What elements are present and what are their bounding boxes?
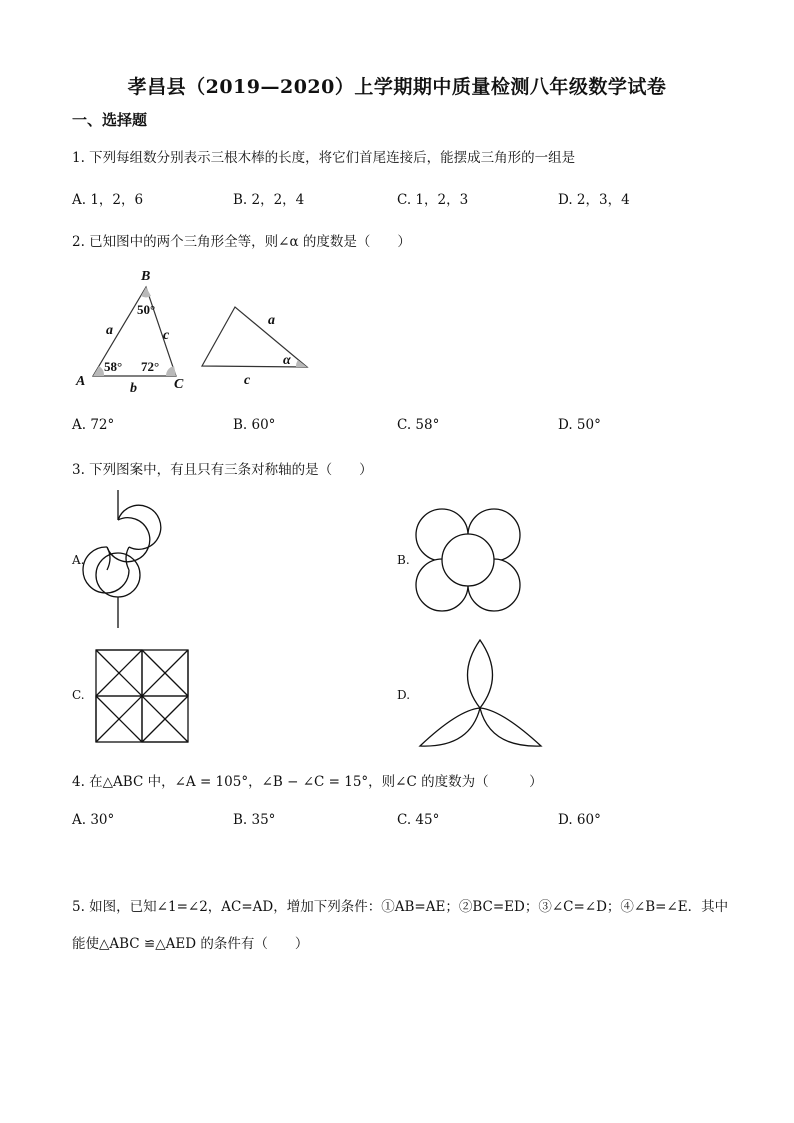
angle-alpha-label: α xyxy=(283,353,291,368)
q3-label-d: D. xyxy=(397,688,411,702)
q3-label-c: C. xyxy=(72,688,85,702)
side-c-label: c xyxy=(163,328,170,343)
side-a-label: a xyxy=(106,323,113,338)
side-b-label: b xyxy=(130,381,137,396)
section-heading: 一、选择题 xyxy=(72,111,148,129)
q4-option-a: A. 30° xyxy=(72,812,115,828)
angle-a-value: 58° xyxy=(104,359,123,374)
question-5-line-2: 能使△ABC ≌△AED 的条件有（ ） xyxy=(72,936,309,952)
question-4-stem: 4. 在△ABC 中，∠A = 105°，∠B − ∠C = 15°，则∠C 的度数为（ ） xyxy=(72,774,543,790)
q4-option-c: C. 45° xyxy=(397,812,440,828)
page-title: 孝昌县（2019—2020）上学期期中质量检测八年级数学试卷 xyxy=(127,76,667,98)
vertex-a-label: A xyxy=(76,374,86,389)
angle-a-mark xyxy=(93,366,104,376)
q1-option-a: A. 1，2，6 xyxy=(72,192,144,208)
q1-option-c: C. 1，2，3 xyxy=(397,192,469,208)
question-5-line-1: 5. 如图，已知∠1=∠2，AC=AD，增加下列条件：①AB=AE；②BC=ED；③∠C=∠D；④∠B=∠E．其中 xyxy=(72,899,729,915)
pattern-d xyxy=(420,640,541,746)
q3-label-b: B. xyxy=(397,553,410,567)
q3-label-a: A. xyxy=(72,553,85,567)
vertex-b-label: B xyxy=(141,269,151,284)
q4-option-d: D. 60° xyxy=(558,812,601,828)
q2-option-c: C. 58° xyxy=(397,417,440,433)
q1-option-b: B. 2，2，4 xyxy=(233,192,305,208)
q2-option-a: A. 72° xyxy=(72,417,115,433)
question-3-stem: 3. 下列图案中，有且只有三条对称轴的是（ ） xyxy=(72,462,373,478)
right-side-c-label: c xyxy=(244,373,251,388)
q2-option-d: D. 50° xyxy=(558,417,601,433)
q4-option-b: B. 35° xyxy=(233,812,276,828)
right-side-a-label: a xyxy=(268,313,275,328)
triangle-congruent xyxy=(202,307,307,367)
angle-c-value: 72° xyxy=(141,359,160,374)
pattern-a xyxy=(83,490,161,628)
question-2-stem: 2. 已知图中的两个三角形全等，则∠α 的度数是（ ） xyxy=(72,234,411,250)
vertex-c-label: C xyxy=(174,377,184,392)
question-1-stem: 1. 下列每组数分别表示三根木棒的长度，将它们首尾连接后，能摆成三角形的一组是 xyxy=(72,150,576,166)
angle-c-mark xyxy=(166,366,176,376)
q1-option-d: D. 2，3，4 xyxy=(558,192,630,208)
angle-b-value: 50° xyxy=(137,302,156,317)
pattern-b xyxy=(416,509,520,611)
angle-alpha-mark xyxy=(296,360,307,367)
q2-option-b: B. 60° xyxy=(233,417,276,433)
pattern-c xyxy=(96,650,188,742)
